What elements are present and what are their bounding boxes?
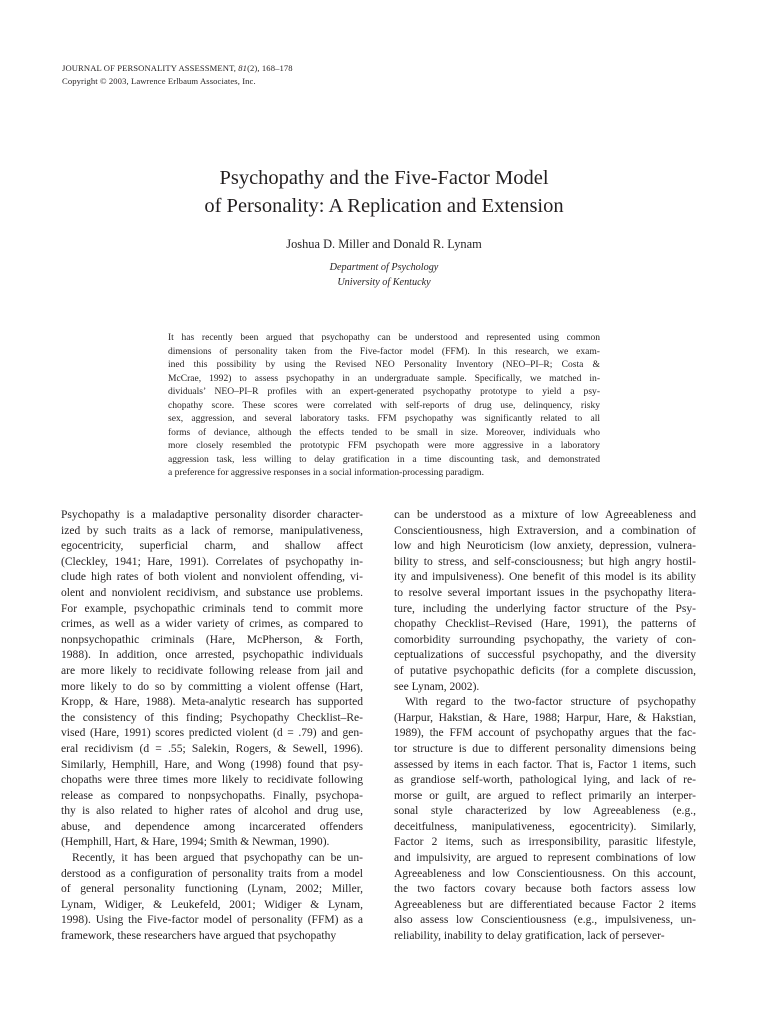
paragraph-line: low and high Neuroticism (low anxiety, depression, vulnera- (394, 540, 696, 553)
paragraph-line: chopathy Checklist–Revised (Hare, 1991), the patterns of (394, 618, 696, 631)
paragraph-line: Conscientiousness, high Extraversion, and a combination of (394, 524, 696, 537)
paragraph-line: clude high rates of both violent and nonviolent offending, vi- (61, 571, 363, 584)
paragraph-line: the consistency of this finding; Psychopathy Checklist–Re- (61, 711, 363, 724)
paragraph-line: release as compared to nonpsychopaths. Finally, psychopa- (61, 789, 363, 802)
paragraph-line: more likely to do so by committing a violent offense (Hart, (61, 680, 363, 693)
abstract-line: ined this possibility by using the Revised NEO Personality Inventory (NEO–PI–R; Costa & (168, 359, 600, 371)
paragraph-line: Similarly, Hemphill, Hare, and Wong (1998) found that psy- (61, 758, 363, 771)
paragraph-line: Recently, it has been argued that psychopathy can be un- (72, 852, 363, 865)
body-column-right (394, 508, 696, 945)
paragraph-line: (Cleckley, 1941; Hare, 1991). Correlates of psychopathy in- (61, 555, 363, 568)
paragraph-line: (Hemphill, Hart, & Hare, 1994; Smith & Newman, 1990). (61, 836, 330, 849)
paragraph-line: 1989), the FFM account of psychopathy argues that the fac- (394, 727, 696, 740)
abstract-line: aggression task, less willing to delay gratification in a time discounting task, and demonstrated (168, 453, 600, 465)
paragraph-line: Agreeableness but are differentiated because Factor 2 items (394, 898, 696, 911)
journal-issue-pages: (2), 168–178 (247, 63, 293, 73)
abstract-line: forms of deviance, although the effects tended to be small in size. Moreover, individuals who (168, 426, 600, 438)
paragraph-line: chopaths were three times more likely to recidivate following (61, 774, 363, 787)
journal-header (62, 62, 293, 88)
affiliation-university: University of Kentucky (337, 277, 431, 288)
paragraph-line: see Lynam, 2002). (394, 680, 480, 693)
journal-citation (62, 62, 293, 75)
paragraph-line: Agreeableness and low Conscientiousness. On this account, (394, 867, 696, 880)
paragraph-line: can be understood as a mixture of low Agreeableness and (394, 509, 696, 521)
paragraph-line: eral recidivism (d = .55; Salekin, Rogers, & Sewell, 1996). (61, 742, 363, 755)
article-title (0, 164, 768, 220)
paragraph-line: and impulsivity, are argued to represent combinations of low (394, 852, 696, 865)
paragraph-line: Kropp, & Hare, 1988). Meta-analytic research has supported (61, 696, 363, 709)
author-names: Joshua D. Miller and Donald R. Lynam (286, 237, 482, 251)
paragraph-line: morse or guilt, are argued to reflect primarily an interper- (394, 789, 696, 802)
abstract-line: more closely resembled the prototypic FFM psychopath were more aggressive in a laboratory (168, 440, 600, 452)
paragraph-line: the two factors covary because both factors assess low (394, 883, 696, 896)
paragraph-line: thy is also related to higher rates of alcohol and drug use, (61, 805, 363, 818)
paragraph-line: olent and nonviolent recidivism, and substance use problems. (61, 586, 363, 599)
title-line-2: of Personality: A Replication and Extension (204, 195, 564, 217)
paragraph-line: vised (Hare, 1991) scores predicted violent (d = .79) and gen- (61, 727, 363, 740)
abstract-line: dimensions of personality taken from the Five-factor model (FFM). In this research, we exam- (168, 345, 600, 357)
paragraph-line: of general personality functioning (Lynam, 2002; Miller, (61, 883, 363, 896)
paragraph-line: For example, psychopathic criminals tend to commit more (61, 602, 363, 615)
paragraph-line: tor structure is due to different personality dimensions being (394, 742, 696, 755)
paragraph-line: bility to stress, and self-consciousness; but high angry hostil- (394, 555, 696, 568)
abstract-line: dividuals’ NEO–PI–R profiles with an expert-generated psychopathy prototype to yield a psy- (168, 386, 600, 398)
paragraph-line: egocentricity, superficial charm, and shallow affect (61, 540, 363, 553)
paragraph-line: as grandiose self-worth, pathological lying, and lack of re- (394, 774, 696, 787)
affiliation (0, 260, 768, 290)
abstract (168, 331, 600, 480)
paragraph-line: derstood as a configuration of personality traits from a model (61, 867, 363, 880)
paragraph-line: With regard to the two-factor structure of psychopathy (405, 696, 696, 709)
paragraph-line: Psychopathy is a maladaptive personality disorder character- (61, 509, 363, 521)
abstract-line: It has recently been argued that psychopathy can be understood and represented using common (168, 332, 600, 343)
body-column-left (61, 508, 363, 945)
paragraph-line: nonpsychopathic criminals (Hare, McPherson, & Forth, (61, 633, 363, 646)
journal-name: JOURNAL OF PERSONALITY ASSESSMENT, (62, 63, 239, 73)
paragraph-line: are more likely to recidivate following release from jail and (61, 664, 363, 677)
paragraph-line: crimes, as well as a wider variety of crimes, as compared to (61, 618, 363, 631)
paragraph-line: Lynam, Widiger, & Leukefeld, 2001; Widiger & Lynam, (61, 898, 363, 911)
paragraph-line: deceitfulness, manipulativeness, egocentricity). Similarly, (394, 820, 696, 833)
abstract-line: sex, aggression, and several laboratory tasks. FFM psychopathy was significantly related to all (168, 413, 600, 425)
paragraph-line: 1998). Using the Five-factor model of personality (FFM) as a (61, 914, 363, 927)
paragraph-line: (Harpur, Hakstian, & Hare, 1988; Harpur, Hare, & Hakstian, (394, 711, 696, 724)
affiliation-department: Department of Psychology (329, 262, 439, 273)
abstract-line: chopathy score. These scores were correlated with self-reports of drug use, delinquency, risky (168, 399, 600, 411)
paragraph-line: abuse, and dependence among incarcerated offenders (61, 820, 363, 833)
abstract-line: a preference for aggressive responses in a social information-processing paradigm. (168, 467, 484, 479)
paragraph-line: framework, these researchers have argued that psychopathy (61, 930, 337, 943)
paragraph-line: to resolve several important issues in the psychopathy litera- (394, 586, 696, 599)
paragraph-line: reliability, inability to delay gratification, lack of persever- (394, 930, 665, 943)
journal-volume: 81 (238, 63, 248, 73)
paragraph-line: ture, including the underlying factor structure of the Psy- (394, 602, 696, 615)
copyright-line: Copyright © 2003, Lawrence Erlbaum Associates, Inc. (62, 76, 256, 86)
paragraph-line: ceptualizations of successful psychopathy, and the diversity (394, 649, 696, 662)
paragraph-line: comorbidity surrounding psychopathy, the variety of con- (394, 633, 696, 646)
paragraph-line: also assess low Conscientiousness (e.g., impulsiveness, un- (394, 914, 696, 927)
paragraph-line: sonal style characterized by low Agreeableness (e.g., (394, 805, 696, 818)
paragraph-line: ized by such traits as a lack of remorse, manipulativeness, (61, 524, 363, 537)
paragraph-line: Factor 2 items, such as irresponsibility, parasitic lifestyle, (394, 836, 696, 849)
title-line-1: Psychopathy and the Five-Factor Model (219, 167, 549, 189)
paragraph-line: of putative psychopathic deficits (for a complete discussion, (394, 664, 696, 677)
abstract-line: McCrae, 1992) to assess psychopathy in an undergraduate sample. Specifically, we matched in- (168, 372, 600, 384)
paragraph-line: assessed by items in each factor. That is, Factor 1 items, such (394, 758, 696, 771)
paragraph-line: 1988). In addition, once arrested, psychopathic individuals (61, 649, 363, 662)
paragraph-line: ity and impulsiveness). One benefit of this model is its ability (394, 571, 696, 584)
